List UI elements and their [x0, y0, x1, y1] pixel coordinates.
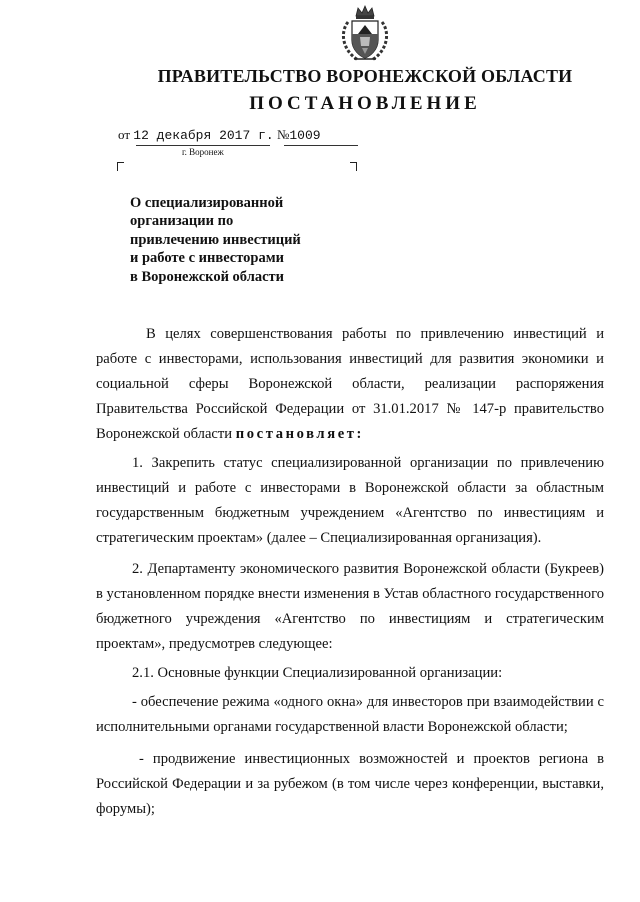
left-corner-bracket [117, 162, 124, 171]
bullet-promotion: - продвижение инвестиционных возможностей и проектов региона в Российской Федерации и за рубежом (в том числе через конференции, выставки, форумы); [96, 751, 604, 817]
document-subject [130, 194, 350, 286]
number-sign: № [276, 127, 290, 142]
item-2-1-paragraph: 2.1. Основные функции Специализированной организации: [132, 665, 503, 681]
item-2-paragraph: 2. Департаменту экономического развития Воронежской области (Букреев) в установленном порядке внести изменения в Устав областного государственного бюджетного учреждения «Агентство по инвестициям и стратегическим проектам», предусмотрев следующее: [96, 561, 604, 652]
preamble-text: В целях совершенствования работы по привлечению инвестиций и работе с инвесторами, использования инвестиций для развития экономики и социальной сферы Воронежской области, реализации распоряжения Правительства Российской Федерации от 31.01.2017 № 147-р правительство Воронежской области [96, 326, 604, 442]
right-corner-bracket [350, 162, 357, 171]
item-1-paragraph: 1. Закрепить статус специализированной организации по привлечению инвестиций и работе с инвесторами в Воронежской области за областным государственным бюджетным учреждением «Агентство по инвестициям и стратегическим проектам» (далее – Специализированная организация). [96, 455, 604, 546]
decree-word: постановляет: [235, 426, 365, 442]
preamble-paragraph [96, 322, 604, 447]
number-underline [284, 145, 358, 146]
bullet-one-window: - обеспечение режима «одного окна» для инвесторов при взаимодействии с исполнительными органами государственной власти Воронежской области; [96, 694, 604, 735]
document-type-title: ПОСТАНОВЛЕНИЕ [249, 93, 481, 114]
date-value: 12 декабря 2017 г. [133, 128, 274, 143]
document-body [96, 322, 604, 822]
date-prefix: от [118, 127, 131, 142]
coat-of-arms-emblem [334, 4, 396, 66]
city-label: г. Воронеж [182, 147, 224, 157]
document-number: 1009 [289, 128, 321, 143]
subject-line: О специализированной [130, 195, 284, 211]
date-underline [136, 145, 270, 146]
subject-line: и работе с инвесторами [130, 250, 284, 267]
date-number-row [118, 127, 321, 143]
subject-line: привлечению инвестиций [130, 231, 301, 248]
organization-title: ПРАВИТЕЛЬСТВО ВОРОНЕЖСКОЙ ОБЛАСТИ [157, 66, 573, 86]
subject-line: организации по [130, 213, 234, 230]
subject-line: в Воронежской области [130, 268, 284, 285]
